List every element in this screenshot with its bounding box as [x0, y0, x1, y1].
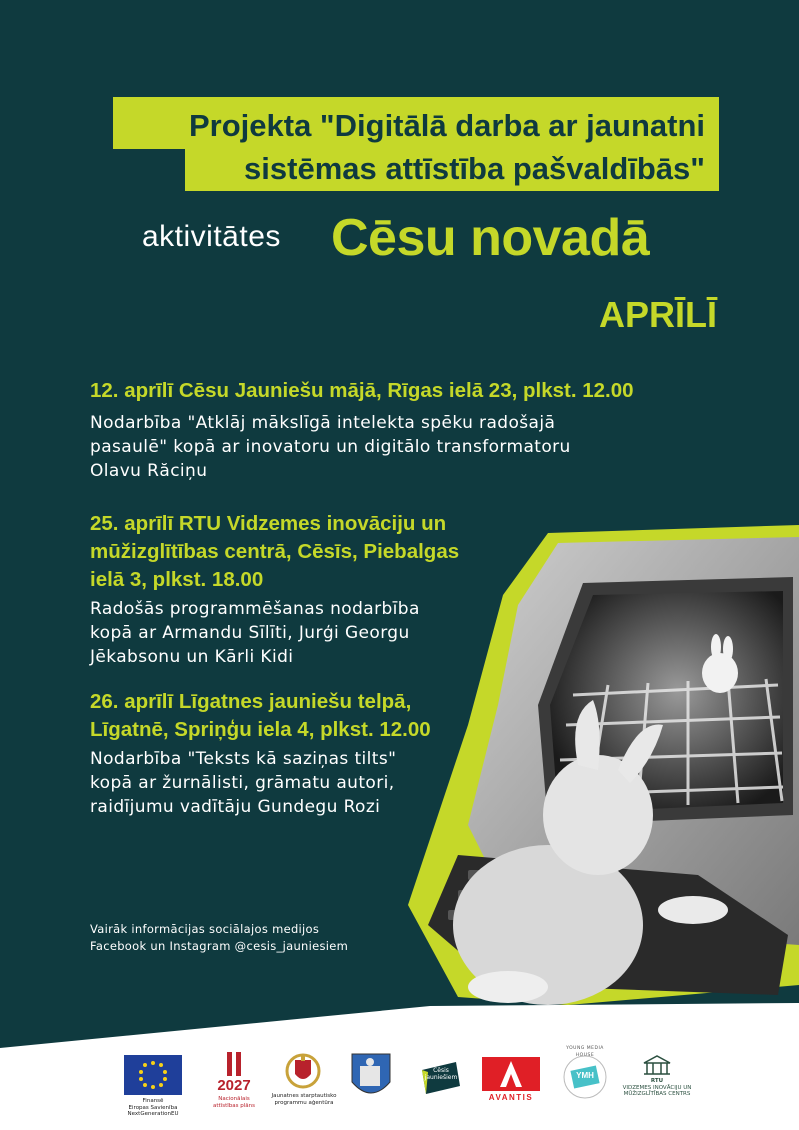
avantis-logo-icon — [482, 1057, 540, 1091]
agency-caption-line: Jaunatnes starptautisko — [271, 1093, 337, 1099]
eu-caption-line: NextGenerationEU — [127, 1111, 179, 1117]
event-2-desc-line: kopā ar Armandu Sīlīti, Jurģi Georgu — [90, 623, 410, 643]
event-2-heading-line: mūžizglītības centrā, Cēsīs, Piebalgas — [90, 540, 460, 563]
social-media-info — [90, 921, 348, 955]
eu-flag-icon — [124, 1055, 182, 1095]
project-title-line-2: sistēmas attīstība pašvaldībās" — [244, 151, 705, 186]
event-1-desc-line: pasaulē" kopā ar inovatoru un digitālo transformatoru — [90, 437, 571, 457]
event-2-heading-line: ielā 3, plkst. 18.00 — [90, 568, 264, 591]
coat-of-arms-icon — [285, 1052, 321, 1090]
event-2-description — [90, 597, 420, 669]
rtu-caption-line: RTU — [650, 1078, 664, 1084]
plan-number: 2027 — [217, 1077, 251, 1094]
event-3-desc-line: kopā ar žurnālisti, grāmatu autori, — [90, 773, 395, 793]
event-1-desc-line: Nodarbība "Atklāj mākslīgā intelekta spēku radošajā — [90, 413, 556, 433]
event-3-desc-line: Nodarbība "Teksts kā saziņas tilts" — [90, 749, 397, 769]
plan-caption-line: Nacionālais — [218, 1096, 250, 1102]
eu-caption-line: Eiropas Savienība — [128, 1104, 178, 1111]
event-1-heading — [90, 377, 634, 405]
event-2-desc-line: Radošās programmēšanas nodarbība — [90, 599, 420, 619]
event-1-description — [90, 411, 571, 483]
cesis-youth-line: Cēsis — [433, 1067, 449, 1074]
month-title: APRĪLĪ — [598, 294, 717, 335]
partner-logos — [0, 1040, 799, 1130]
event-2-heading-line: 25. aprīlī RTU Vidzemes inovāciju un — [90, 512, 447, 535]
agency-caption — [265, 1093, 343, 1106]
rtu-building-icon — [642, 1054, 672, 1076]
cesis-coat-of-arms-icon — [350, 1052, 392, 1102]
cesis-youth-text — [420, 1068, 462, 1081]
rtu-caption — [612, 1078, 702, 1098]
event-1-heading-line: 12. aprīlī Cēsu Jauniešu mājā, Rīgas ielā 23, plkst. 12.00 — [90, 379, 634, 402]
rtu-caption-line: MŪŽIZGLĪTĪBAS CENTRS — [623, 1091, 691, 1097]
agency-caption-line: programmu aģentūra — [274, 1099, 334, 1106]
event-3-heading-line: 26. aprīlī Līgatnes jauniešu telpā, — [90, 690, 412, 713]
rtu-caption-line: VIDZEMES INOVĀCIJU UN — [622, 1084, 692, 1091]
avantis-text: AVANTIS — [488, 1093, 534, 1102]
event-3-desc-line: raidījumu vadītāju Gundegu Rozi — [90, 797, 381, 817]
plan-caption-line: attīstības plāns — [213, 1102, 255, 1109]
social-info-line: Facebook un Instagram @cesis_jauniesiem — [90, 939, 349, 953]
subtitle-prefix: aktivitātes — [142, 220, 281, 253]
region-title: Cēsu novadā — [331, 209, 650, 267]
rabbit-computer-illustration — [398, 525, 799, 1005]
cesis-youth-line: jauniešiem — [424, 1073, 458, 1081]
ymh-text: YMH — [576, 1071, 594, 1080]
project-title — [85, 104, 705, 190]
ymh-ring-text: YOUNG MEDIA HOUSE — [566, 1046, 604, 1058]
event-3-heading-line: Līgatnē, Spriņģu iela 4, plkst. 12.00 — [90, 718, 431, 741]
plan-caption — [209, 1096, 259, 1109]
plan-bars-icon — [224, 1052, 244, 1076]
event-1-desc-line: Olavu Răciņu — [90, 461, 208, 481]
project-title-line-1: Projekta "Digitālā darba ar jaunatni — [188, 108, 705, 143]
event-2-desc-line: Jēkabsonu un Kārli Kidi — [90, 647, 294, 667]
social-info-line: Vairāk informācijas sociālajos medijos — [90, 922, 320, 936]
eu-caption-line: Finansē — [142, 1098, 164, 1104]
eu-caption — [118, 1098, 188, 1118]
event-3-heading — [90, 688, 431, 744]
event-3-description — [90, 747, 396, 819]
